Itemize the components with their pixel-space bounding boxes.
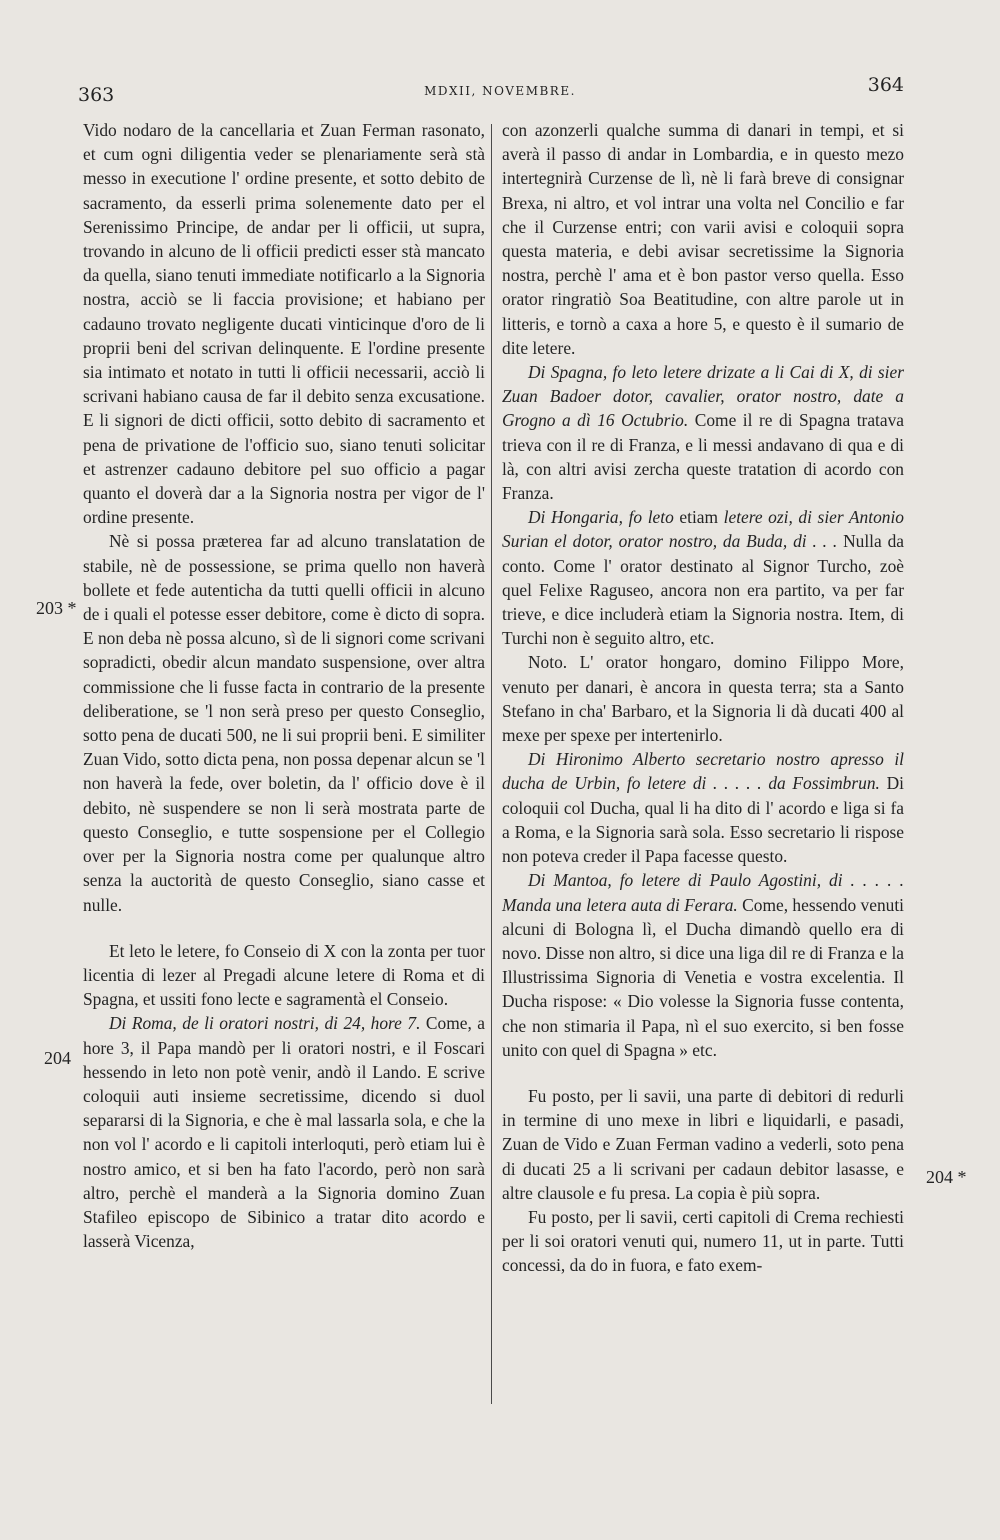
column-divider	[491, 124, 492, 1404]
letter-heading: Di Hironimo Alberto secretario nostro apresso il ducha de Urbin, fo letere di . . . . . da Fossimbrun.	[502, 749, 904, 794]
paragraph: Fu posto, per li savii, una parte di debitori di redurli in termine di uno mexe in libri e liquidarli, e pasadi, Zuan de Vido e Zuan Ferman vadino a vederli, soto pena di ducati 25 a li scrivani per cadaun debitor lasasse, e altre clausole e fu presa. La copia è più sopra.	[502, 1085, 904, 1203]
paragraph: Noto. L' orator hongaro, domino Filippo More, venuto per danari, è ancora in questa terra; sta a Santo Stefano in cha' Barbaro, et la Signoria li dà ducati 400 al mexe per spexe per intertenirlo.	[502, 652, 904, 746]
letter-text: Nulla da conto. Come l' orator destinato al Signor Turcho, zoè quel Felixe Raguseo, ancora non era partito, va per far trieve, e dice includerà etiam la Signoria nostra. Item, di Turchi non è seguito altro, etc.	[502, 531, 904, 649]
paragraph: Vido nodaro de la cancellaria et Zuan Ferman rasonato, et cum ogni diligentia veder se plenariamente serà stà messo in executione l' ordine presente, et sotto debito de sacramento, da esserli prima solenemente dato per el Serenissimo Principe, de andar per li officii, ut supra, trovando in alcuno de li officii predicti esser stà mancato da quella, siano tenuti immediate notificarlo a la Signoria nostra, acciò se li faccia provisione; et habiano per cadauno trovato negligente ducati vinticinque d'oro de li proprii beni del scrivan delinquente. E l'ordine presente sia intimato et notato in tutti li officii necessarii, acciò li scrivani habiano causa de far il debito senza excusatione. E li signori de dicti officii, sotto debito di sacramento et pena de privatione de l'officio suo, siano tenuti solicitar et astrenzer cadauno debitore pel suo officio a pagar quanto el doverà dar a la Signoria nostra per vigor de l' ordine presente.	[83, 120, 485, 528]
paragraph: Et leto le letere, fo Conseio di X con la zonta per tuor licentia di lezer al Pregadi alcune letere di Roma et di Spagna, et ussiti fono lecte e sagramentà el Conseio.	[83, 940, 485, 1010]
page-number-left: 363	[78, 84, 115, 106]
letter-entry	[502, 747, 904, 868]
letter-text: Come, hessendo venuti alcuni di Bologna lì, el Ducha dimandò quello era di novo. Disse non altro, si dice una liga dil re di Franza e la Illustrissima Signoria di Venetia e vostra excelentia. Il Ducha rispose: « Dio volesse la Signoria fusse contenta, che non stimaria il Papa, nì el suo exercito, si ben fosse unito con quel di Spagna » etc.	[502, 894, 905, 1060]
letter-heading-plain: etiam	[679, 507, 719, 528]
letter-heading: Di Roma, de li oratori nostri, di 24, hore 7.	[109, 1013, 421, 1034]
letter-text: Come il re di Spagna tratava trieva con il re di Franza, e li messi andavano di qua e di là, con altri avisi zercha queste tratation di acordo con Franza.	[502, 410, 905, 504]
letter-heading: Di Spagna, fo leto letere drizate a li Cai di X, di sier Zuan Badoer dotor, cavalier, orator nostro, date a Grogno a dì 16 Octubrio.	[502, 362, 904, 431]
page-number-right: 364	[867, 74, 904, 96]
running-title: MDXII, NOVEMBRE.	[424, 84, 576, 98]
letter-text: Come, a hore 3, il Papa mandò per li oratori nostri, e il Foscari hessendo in leto non potè venir, andò il Lando. E scrive coloquii auti insieme secretissime, dicendo si duol separarsi di la Signoria, e che è mal lassarla sola, e che la non vol l' acordo e li capitoli interloquti, però etiam lui è nostro amico, et si ben ha fato l'acordo, però non sarà altro, perchè el manderà a la Signoria domino Zuan Stafileo episcopo de Sibinico a tratar dito acordo e lasserà Vicenza,	[83, 1013, 485, 1252]
right-column	[502, 118, 904, 1278]
letter-text: Di coloquii col Ducha, qual li ha dito di l' acordo e liga si fa a Roma, e la Signoria sarà sola. Esso secretario li rispose non poteva creder il Papa facesse questo.	[502, 773, 904, 867]
paragraph: Fu posto, per li savii, certi capitoli di Crema rechiesti per li soi oratori venuti qui, numero 11, ut in parte. Tutti concessi, da do in fuora, e fato exem-	[502, 1206, 904, 1276]
left-column	[83, 118, 485, 1253]
letter-entry	[502, 868, 904, 1062]
letter-entry	[502, 360, 904, 505]
letter-entry	[502, 505, 904, 650]
letter-heading: Di Hongaria, fo leto	[528, 507, 674, 528]
page-header	[0, 64, 1000, 114]
paragraph: Nè si possa præterea far ad alcuno translatation de stabile, nè de possessione, se prima quello non haverà bollete et fede autenticha da tutti quelli officii in alcuno de i quali el potesse esser debitore, come è dicto di sopra. E non deba nè possa alcuno, sì de li signori come scrivani sopradicti, obedir alcun mandato suspensione, over altra commissione che li fusse facta in contrario de la presente deliberatione, se 'l non serà preso per questo Conseglio, sotto pena de ducati 500, ne li sui proprii beni. E similiter Zuan Vido, sotto dicta pena, non possa depenar alcun se 'l non haverà la fede, over boletin, da l' officio dove è il debito, nè suspendere se non li serà mostrata parte de questo Conseglio, e tutte sospensione per el Collegio over per la Signoria nostra come per qualunque altro senza la auctorità de questo Conseglio, siano casse et nulle.	[83, 531, 485, 915]
paragraph: con azonzerli qualche summa di danari in tempi, et si averà il passo di andar in Lombardia, e in questo mezo intertegnirà Curzense de lì, nè li farà breve di consignar Brexa, ni altro, et vol intrar una volta nel Concilio e far che il Curzense entri; con varii avisi e coloquii sopra questa materia, e debi avisar secretissime la Signoria nostra, perchè l' ama et è bon pastor verso quella. Esso orator ringratiò Soa Beatitudine, con altre parole ut in litteris, e tornò a caxa a hore 5, e questo è il sumario de dite letere.	[502, 120, 904, 358]
letter-heading: letere ozi, di sier Antonio Surian el dotor, orator nostro, da Buda, di . . .	[502, 507, 904, 552]
margin-number-204-right: 204 *	[926, 1167, 967, 1187]
margin-number-204-left: 204	[44, 1048, 71, 1068]
margin-number-203: 203 *	[36, 598, 77, 618]
letter-heading: Di Mantoa, fo letere di Paulo Agostini, di . . . . . Manda una letera auta di Ferara.	[502, 870, 904, 915]
letter-entry	[83, 1011, 485, 1253]
